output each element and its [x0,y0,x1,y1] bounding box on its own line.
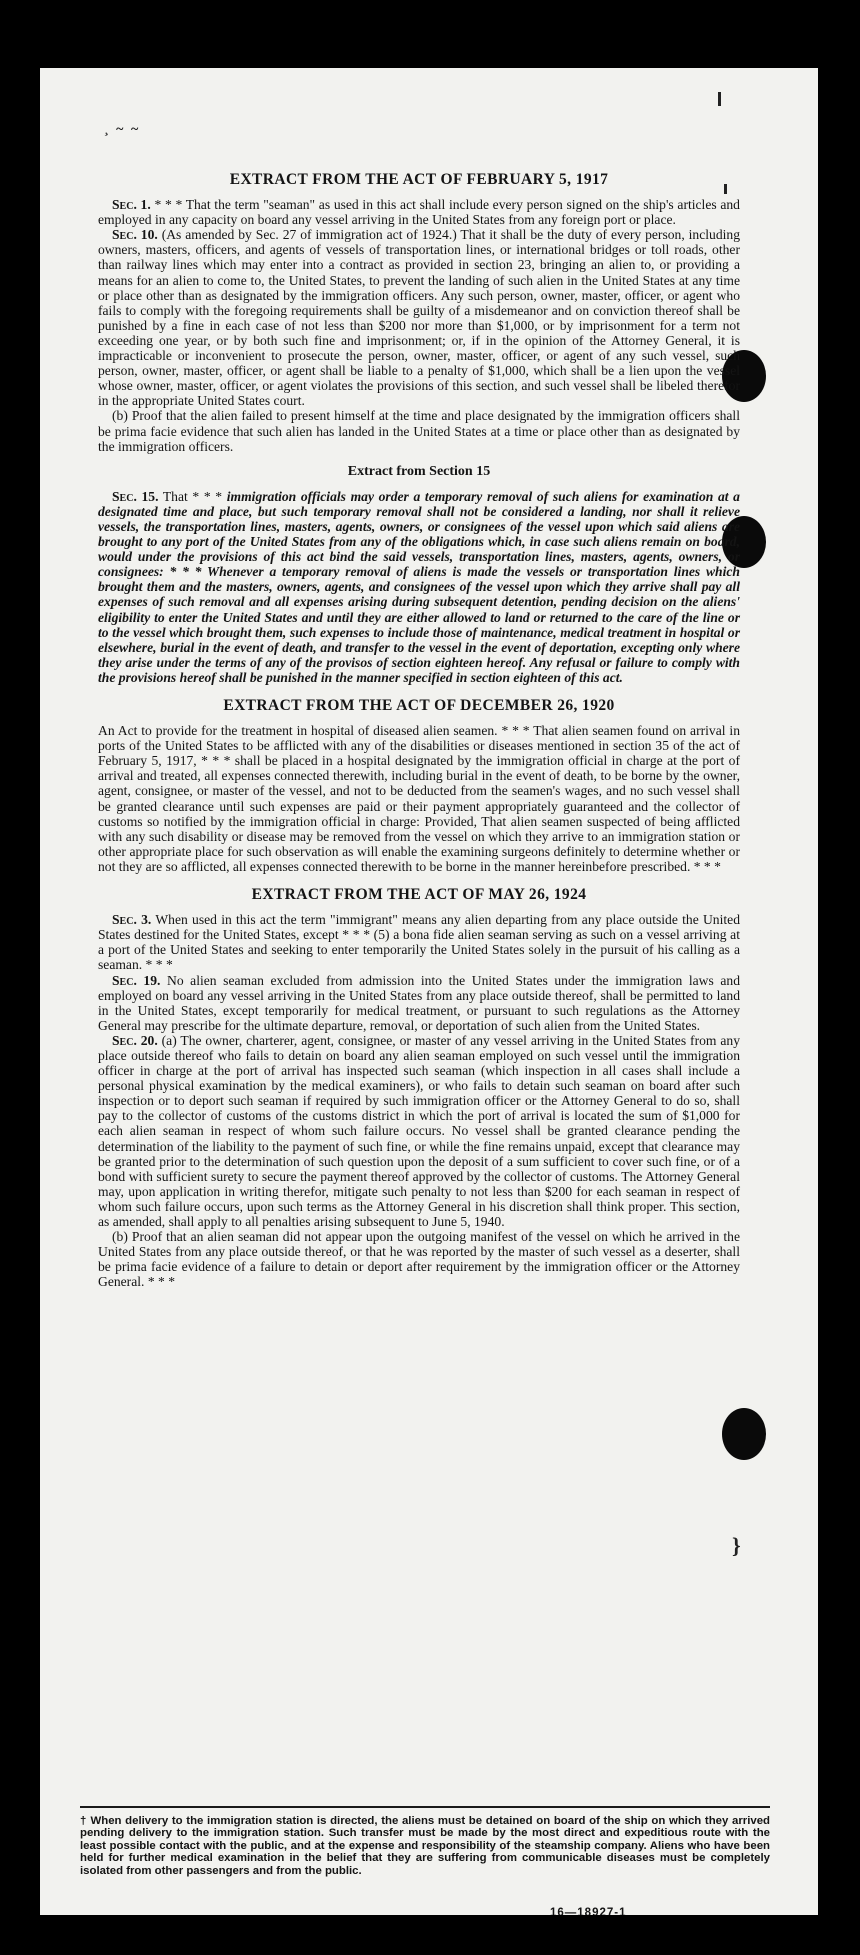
marginal-bracket-mark: } [732,1533,741,1558]
sec-3-text: When used in this act the term "immigrant" means any alien departing from any place outside the United States destined for the United States, except * * * (5) a bona fide alien seaman serving as such on a vessel arriving at a port of the United States and seeking to enter temporarily the United States solely in the pursuit of his calling as a seaman. * * * [98,912,740,973]
sec-15-text: immigration officials may order a temporary removal of such aliens for examination at a designated time and place, but such temporary removal shall not be considered a landing, nor shall it relieve vessels, the transportation lines, masters, agents, owners, or consignees of the vessel upon which said aliens are brought to any port of the United States from any of the obligations which, in case such aliens remain on board, would under the provisions of this act bind the said vessels, transportation lines, masters, agents, owners, or consignees: * * * Whenever a temporary removal of aliens is made the vessels or transportation lines which brought them and the masters, owners, agents, and consignees of the vessel upon which they arrive shall pay all expenses of such removal and all expenses arising during subsequent detention, pending decision on the aliens' eligibility to enter the United States and until they are either allowed to land or returned to the care of the line or to the vessel which brought them, such expenses to include those of maintenance, medical treatment in hospital or elsewhere, burial in the event of death, and transfer to the vessel in the event of deportation, excepting only where they arise under the terms of any of the provisos of section eighteen hereof. Any refusal or failure to comply with the provisions hereof shall be punished in the manner specified in section eighteen of this act. [98,488,740,685]
heading-act-1924: EXTRACT FROM THE ACT OF MAY 26, 1924 [251,886,587,904]
paragraph-sec-19 [98,973,740,1033]
subheading-section-15: Extract from Section 15 [347,463,491,479]
sec-15-lead: That * * * [158,488,227,504]
stray-mark-top-left: ¸ ~ ~ [104,122,141,137]
document-body [98,172,740,1289]
paragraph-sec-20 [98,1033,740,1229]
sec-19-label: Sec. 19. [112,972,161,988]
sec-10-label: Sec. 10. [112,227,158,243]
footnote-rule [80,1806,770,1808]
heading-act-1917: EXTRACT FROM THE ACT OF FEBRUARY 5, 1917 [229,171,609,188]
heading-act-1920: EXTRACT FROM THE ACT OF DECEMBER 26, 1920 [223,697,615,714]
paragraph-sec-10 [98,227,740,408]
paragraph-sec-10b: (b) Proof that the alien failed to present himself at the time and place designated by the immigration officers shall be prima facie evidence that such alien has landed in the United States at a time or place other than as designated by the immigration officers. [98,408,740,454]
sec-20-text: (a) The owner, charterer, agent, consignee, or master of any vessel arriving in the United States from any place outside thereof who fails to detain on board any alien seaman employed on such vessel until the immigration officer in charge at the port of arrival has inspected such seaman (which inspection in all cases shall include a personal physical examination by the medical examiners), or who fails to detain such seaman on board after such inspection or to deport such seaman if required by such immigration officer or the Attorney General to do so, shall pay to the collector of customs of the customs district in which the port of arrival is located the sum of $1,000 for each alien seaman in respect of whom such failure occurs. No vessel shall be granted clearance pending the determination of the liability to the payment of such fine, or while the fine remains unpaid, except that clearance may be granted prior to the determination of such question upon the deposit of a sum sufficient to cover such fine, or of a bond with sufficient surety to secure the payment thereof approved by the collector of customs. The Attorney General may, upon application in writing therefor, mitigate such penalty to not less than $200 for each seaman in respect of whom such failure occurs, upon such terms as the Attorney General in his discretion shall think proper. This section, as amended, shall apply to all penalties arising subsequent to June 5, 1940. [98,1032,740,1229]
sec-3-label: Sec. 3. [112,912,152,928]
sec-19-text: No alien seaman excluded from admission into the United States under the immigration laws and employed on board any vessel arriving in the United States from any place outside thereof, shall be permitted to land in the United States, except temporarily for medical treatment, or pursuant to such regulations as the Attorney General may prescribe for the ultimate departure, removal, or deportation of such alien from the United States. [98,972,740,1033]
sec-1-text: * * * That the term "seaman" as used in this act shall include every person signed on the ship's articles and employed in any capacity on board any vessel arriving in the United States from any foreign port or place. [98,197,740,228]
paragraph-sec-20b: (b) Proof that an alien seaman did not appear upon the outgoing manifest of the vessel on which he arrived in the United States from any place outside thereof, or that he was reported by the master of such vessel as a deserter, shall be prima facie evidence of a failure to detain or deport after requirement by the immigration officer or the Attorney General. * * * [98,1229,740,1290]
punch-hole-3 [722,1408,766,1460]
paragraph-sec-3 [98,912,740,972]
paragraph-act-1920: An Act to provide for the treatment in hospital of diseased alien seamen. * * * That alien seamen found on arrival in ports of the United States to be afflicted with any of the disabilities or diseases mentioned in section 35 of the act of February 5, 1917, * * * shall be placed in a hospital designated by the immigration official in charge at the port of arrival and treated, all expenses connected therewith, including burial in the event of death, to be borne by the owner, agent, consignee, or master of the vessel, and not to be deducted from the seamen's wages, and no such vessel shall be granted clearance until such expenses are paid or their payment appropriately guaranteed and the collector of customs so notified by the immigration official in charge: Provided, That alien seamen suspected of being afflicted with any such disability or disease may be removed from the vessel on which they arrive to an immigration station or other appropriate place for such observation as will enable the examining surgeons definitely to determine whether or not they are so afflicted, all expenses connected therewith to be borne in the manner hereinbefore prescribed. * * * [98,723,740,874]
sec-15-label: Sec. 15. [112,488,159,504]
footnote: † When delivery to the immigration station is directed, the aliens must be detained on board of the ship on which they arrived pending delivery to the immigration station. Such transfer must be made by the most direct and expeditious route with the least possible contact with the public, and at the expense and responsibility of the steamship company. Aliens who have been held for further medical examination in the belief that they are suffering from communicable diseases must be completely isolated from other passengers and from the public. [80,1815,770,1877]
paragraph-sec-1 [98,197,740,227]
paragraph-sec-15 [98,489,740,685]
sec-20-label: Sec. 20. [112,1032,158,1048]
sec-10-text: (As amended by Sec. 27 of immigration act of 1924.) That it shall be the duty of every person, including owners, masters, officers, and agents of vessels of transportation lines, or international bridges or toll roads, other than railway lines which may enter into a contract as provided in section 23, bringing an alien to, or providing a means for an alien to come to, the United States, to prevent the landing of such alien in the United States at any time or place other than as designated by the immigration officers. Any such person, owner, master, officer, or agent who fails to comply with the foregoing requirements shall be guilty of a misdemeanor and on conviction thereof shall be punished by a fine in each case of not less than $200 nor more than $1,000, or by imprisonment for a term not exceeding one year, or by both such fine and imprisonment; or, if in the opinion of the Attorney General, it is impracticable or inconvenient to prosecute the person, owner, master, officer, or agent of any such vessel, such person, owner, master, officer, or agent shall be liable to a penalty of $1,000, which shall be a lien upon the vessel whose owner, master, officer, or agent violates the provisions of this section, and such vessel shall be libeled therefor in the appropriate United States court. [98,227,741,409]
form-number: 16—18927-1 [550,1907,627,1915]
sec-1-label: Sec. 1. [112,197,151,213]
document-sheet [40,68,818,1915]
stray-mark-top-right [718,92,721,106]
